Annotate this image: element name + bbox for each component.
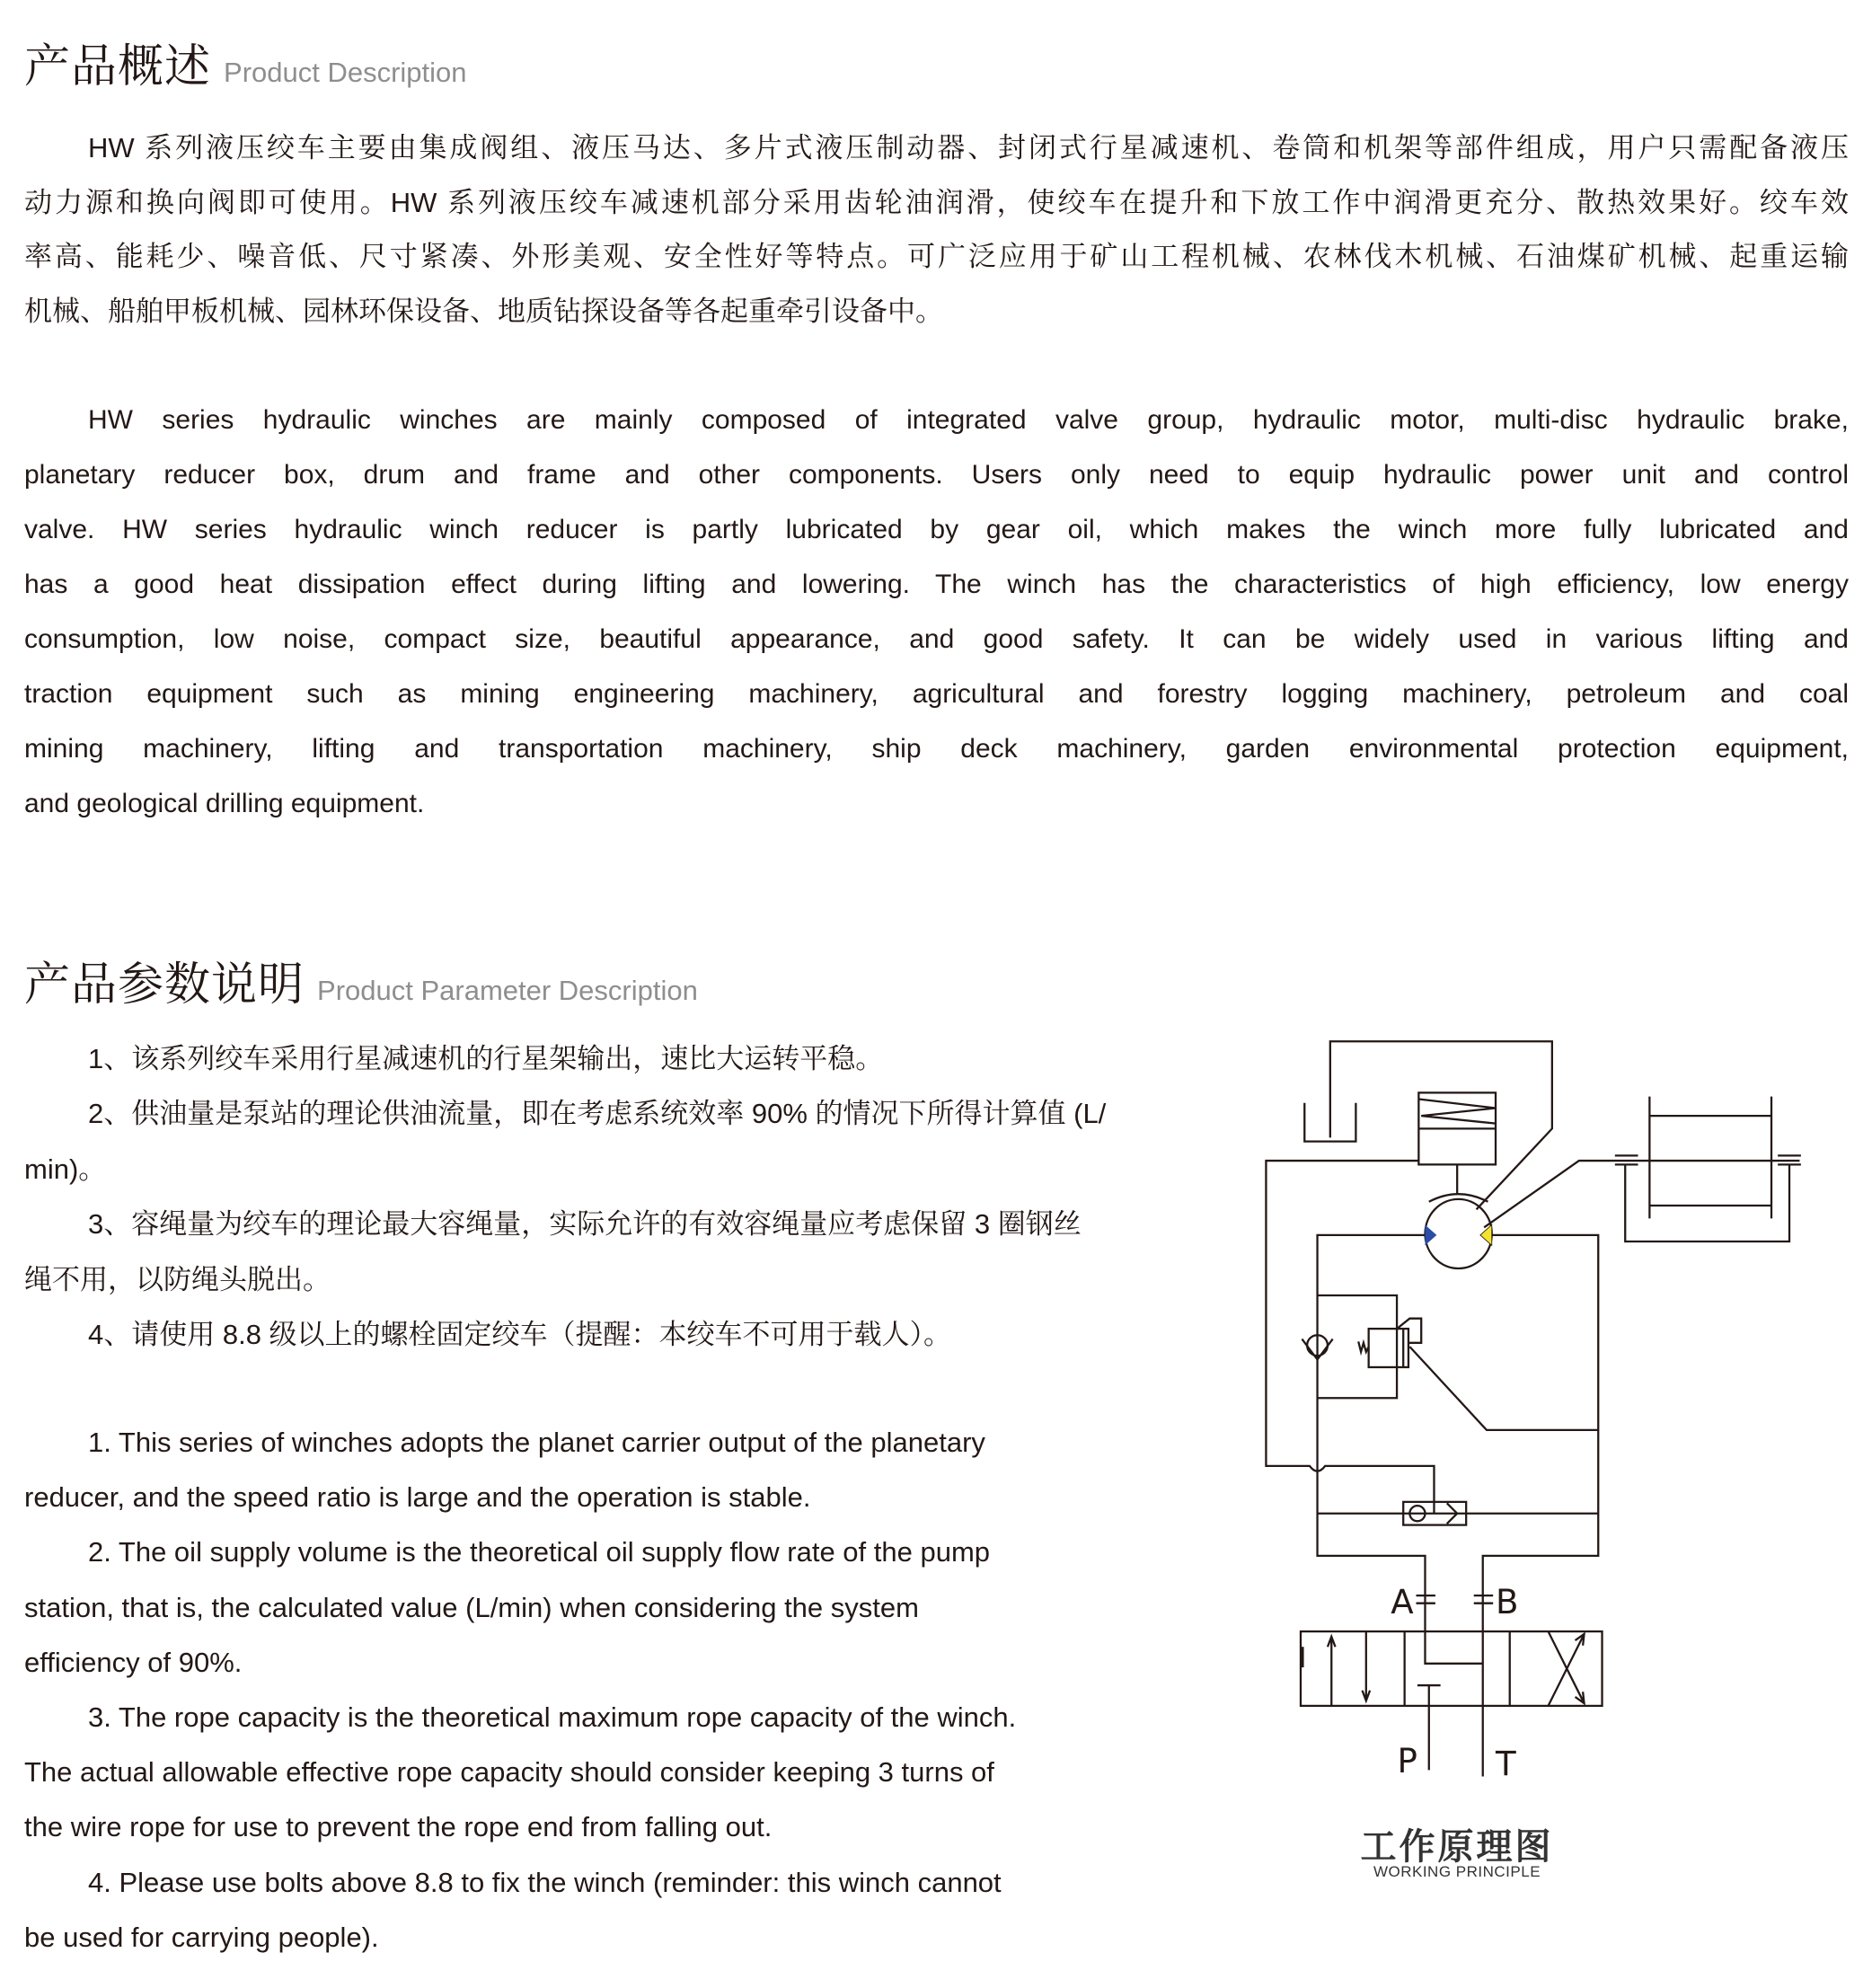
text-line: traction equipment such as mining engineering machinery, agricultural and forestry logging machinery, petroleum and coal xyxy=(24,679,1849,709)
text-line: the wire rope for use to prevent the rope end from falling out. xyxy=(24,1811,773,1843)
cross-arrow-icon xyxy=(1549,1631,1585,1706)
parameter-item xyxy=(24,1855,1192,1965)
text-line: 绳不用，以防绳头脱出。 xyxy=(24,1263,331,1295)
description-en-paragraph xyxy=(24,393,1849,831)
port-b-label: B xyxy=(1496,1583,1519,1622)
text-line: HW series hydraulic winches are mainly composed of integrated valve group, hydraulic motor, multi-disc hydraulic brake, xyxy=(88,405,1849,435)
text-line: 机械、船舶甲板机械、园林环保设备、地质钻探设备等各起重牵引设备中。 xyxy=(24,296,943,328)
text-line: HW 系列液压绞车主要由集成阀组、液压马达、多片式液压制动器、封闭式行星减速机、卷筒和机架等部件组成，用户只需配备液压 xyxy=(88,132,1849,163)
parameter-en-list xyxy=(24,1415,1192,1965)
text-line: 4、请使用 8.8 级以上的螺栓固定绞车（提醒：本绞车不可用于载人）。 xyxy=(88,1318,952,1350)
text-line: The actual allowable effective rope capacity should consider keeping 3 turns of xyxy=(24,1756,994,1789)
arrow-up-icon xyxy=(1328,1637,1336,1706)
section-title-product-description xyxy=(24,29,467,95)
arrow-down-icon xyxy=(1363,1631,1371,1701)
diagram-caption-en: WORKING PRINCIPLE xyxy=(1373,1863,1541,1880)
motor-port-right-triangle xyxy=(1480,1224,1492,1245)
description-cn-paragraph xyxy=(24,121,1849,340)
brake-spring-icon xyxy=(1418,1100,1496,1124)
section-title-parameter-description xyxy=(24,947,698,1013)
section-title-cn: 产品参数说明 xyxy=(24,959,305,1010)
motor-port-left-triangle xyxy=(1425,1224,1436,1245)
section-title-cn: 产品概述 xyxy=(24,40,212,92)
text-line: 1. This series of winches adopts the planet carrier output of the planetary xyxy=(88,1427,985,1458)
text-line: station, that is, the calculated value (L/min) when considering the system xyxy=(24,1591,919,1623)
text-line: planetary reducer box, drum and frame and other components. Users only need to equip hydraulic power unit and control xyxy=(24,460,1849,490)
port-t-label: T xyxy=(1496,1745,1516,1784)
text-line: valve. HW series hydraulic winch reducer is partly lubricated by gear oil, which makes the winch more fully lubricated and xyxy=(24,515,1849,544)
text-line: 3. The rope capacity is the theoretical maximum rope capacity of the winch. xyxy=(88,1701,1017,1733)
text-line: 4. Please use bolts above 8.8 to fix the winch (reminder: this winch cannot xyxy=(88,1866,1002,1898)
text-line: has a good heat dissipation effect during lifting and lowering. The winch has the characteristics of high efficiency, low energy xyxy=(24,570,1849,599)
spring-icon xyxy=(1358,1341,1368,1351)
text-line: 动力源和换向阀即可使用。HW 系列液压绞车减速机部分采用齿轮油润滑，使绞车在提升和下放工作中润滑更充分、散热效果好。绞车效 xyxy=(24,186,1849,218)
parameter-item xyxy=(24,1415,1192,1524)
directional-valve xyxy=(1301,1631,1603,1706)
drive-shaft-line xyxy=(1484,1161,1799,1227)
text-line: 率高、能耗少、噪音低、尺寸紧凑、外形美观、安全性好等特点。可广泛应用于矿山工程机械、农林伐木机械、石油煤矿机械、起重运输 xyxy=(24,241,1849,273)
section-title-en: Product Description xyxy=(224,57,467,88)
text-line: 3、容绳量为绞车的理论最大容绳量，实际允许的有效容绳量应考虑保留 3 圈钢丝 xyxy=(88,1208,1082,1241)
p-port-cap xyxy=(1417,1685,1441,1770)
text-line: and geological drilling equipment. xyxy=(24,789,425,818)
pilot-line xyxy=(1409,1347,1598,1430)
parameter-cn-list xyxy=(24,1031,1192,1362)
balance-valve-bypass xyxy=(1318,1295,1398,1398)
parameter-item xyxy=(24,1307,1192,1362)
text-line: mining machinery, lifting and transportation machinery, ship deck machinery, garden environmental protection equipment, xyxy=(24,734,1849,764)
port-p-label: P xyxy=(1397,1742,1417,1781)
section-title-en: Product Parameter Description xyxy=(317,975,698,1006)
port-a-label: A xyxy=(1391,1583,1414,1622)
text-line: efficiency of 90%. xyxy=(24,1646,243,1678)
parameter-item xyxy=(24,1524,1192,1690)
parameter-item xyxy=(24,1086,1192,1197)
text-line: 2、供油量是泵站的理论供油流量，即在考虑系统效率 90% 的情况下所得计算值 (L/ xyxy=(88,1098,1107,1130)
parameter-item xyxy=(24,1690,1192,1855)
brake-arc xyxy=(1429,1194,1488,1202)
text-line: consumption, low noise, compact size, beautiful appearance, and good safety. It can be widely used in various lifting and xyxy=(24,624,1849,654)
hydraulic-working-principle-diagram xyxy=(1256,1026,1807,1796)
parameter-item xyxy=(24,1197,1192,1307)
text-line: 2. The oil supply volume is the theoretical oil supply flow rate of the pump xyxy=(88,1536,991,1568)
drain-line xyxy=(1330,1041,1552,1209)
text-line: 1、该系列绞车采用行星减速机的行星架输出，速比大运转平稳。 xyxy=(88,1043,884,1074)
text-line: reducer, and the speed ratio is large and the operation is stable. xyxy=(24,1481,811,1514)
text-line: min)。 xyxy=(24,1153,107,1185)
text-line: be used for carrying people). xyxy=(24,1921,379,1953)
diagram-caption-cn: 工作原理图 xyxy=(1360,1827,1554,1867)
parameter-item xyxy=(24,1031,1192,1086)
